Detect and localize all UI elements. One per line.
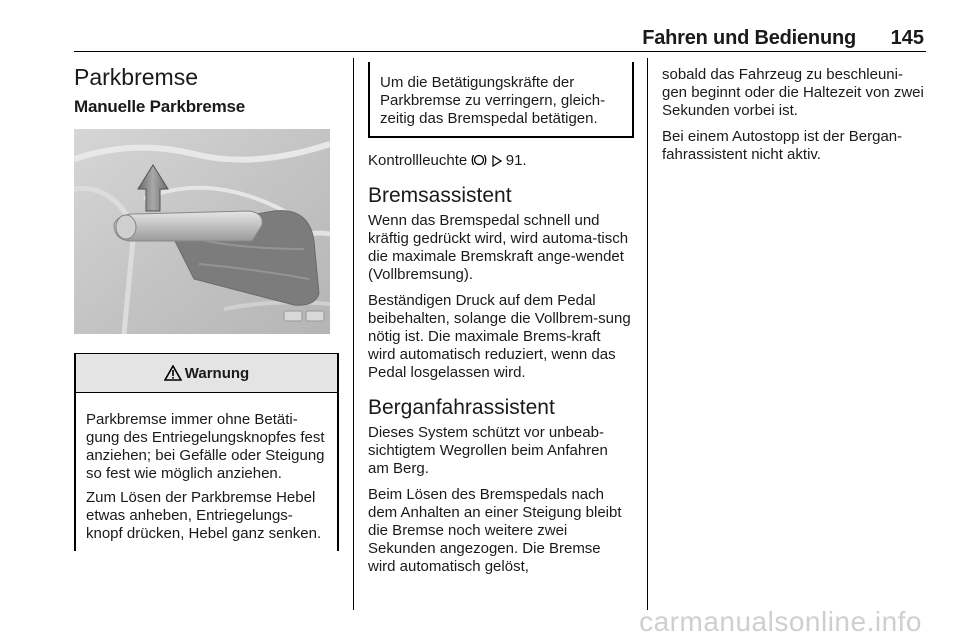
parking-brake-illustration [74,129,330,334]
paragraph: Dieses System schützt vor unbeab-sichtigtem Wegrollen beim Anfahren am Berg. [368,424,608,477]
chapter-title: Parkbremse [74,64,198,90]
warning-header [76,353,337,393]
column-right [662,66,926,172]
column-middle [368,62,632,584]
section-title: Fahren und Bedienung [642,27,856,49]
warning-body [76,393,337,551]
note-box [368,62,634,138]
warning-box [74,353,339,551]
paragraph: Wenn das Bremspedal schnell und kräftig gedrückt wird, wird automa-tisch die maximale Bremskraft ange-wendet (Vollbremsung). [368,212,629,283]
column-left [74,62,339,551]
warning-triangle-icon [164,365,182,381]
warning-label: Warnung [184,364,250,382]
brake-warning-lamp-icon [471,153,487,167]
paragraph: Beim Lösen des Bremspedals nach dem Anhalten an einer Steigung bleibt die Bremse noch weitere zwei Sekunden angezogen. Die Bremse wird automatisch gelöst, [368,486,622,575]
header-rule [74,51,926,52]
page-number: 145 [890,27,924,49]
indicator-reference [368,152,632,170]
warning-paragraph: Parkbremse immer ohne Betäti-gung des Entriegelungsknopfes fest anziehen; bei Gefälle oder Steigung so fest wie möglich anziehen. [86,411,325,482]
indicator-page-ref: 91. [505,152,527,169]
paragraph: Beständigen Druck auf dem Pedal beibehalten, solange die Vollbrem-sung nötig ist. Die maximale Brems-kraft wird automatisch reduziert, wenn das Pedal losgelassen wird. [368,292,631,381]
paragraph: Bei einem Autostopp ist der Bergan-fahrassistent nicht aktiv. [662,128,903,163]
page-header [74,27,926,49]
watermark: carmanualsonline.info [639,606,922,637]
section-heading: Berganfahrassistent [368,396,555,419]
indicator-label: Kontrollleuchte [368,152,468,169]
section-heading: Bremsassistent [368,184,512,207]
note-text: Um die Betätigungskräfte der Parkbremse zu verringern, gleich-zeitig das Bremspedal betätigen. [380,74,606,127]
warning-paragraph: Zum Lösen der Parkbremse Hebel etwas anheben, Entriegelungs-knopf drücken, Hebel ganz senken. [86,489,322,542]
section-heading: Manuelle Parkbremse [74,97,246,116]
column-separator [647,58,648,610]
paragraph: sobald das Fahrzeug zu beschleuni-gen beginnt oder die Haltezeit von zwei Sekunden vorbei ist. [662,66,924,119]
column-separator [353,58,354,610]
page-reference-icon [492,155,502,167]
